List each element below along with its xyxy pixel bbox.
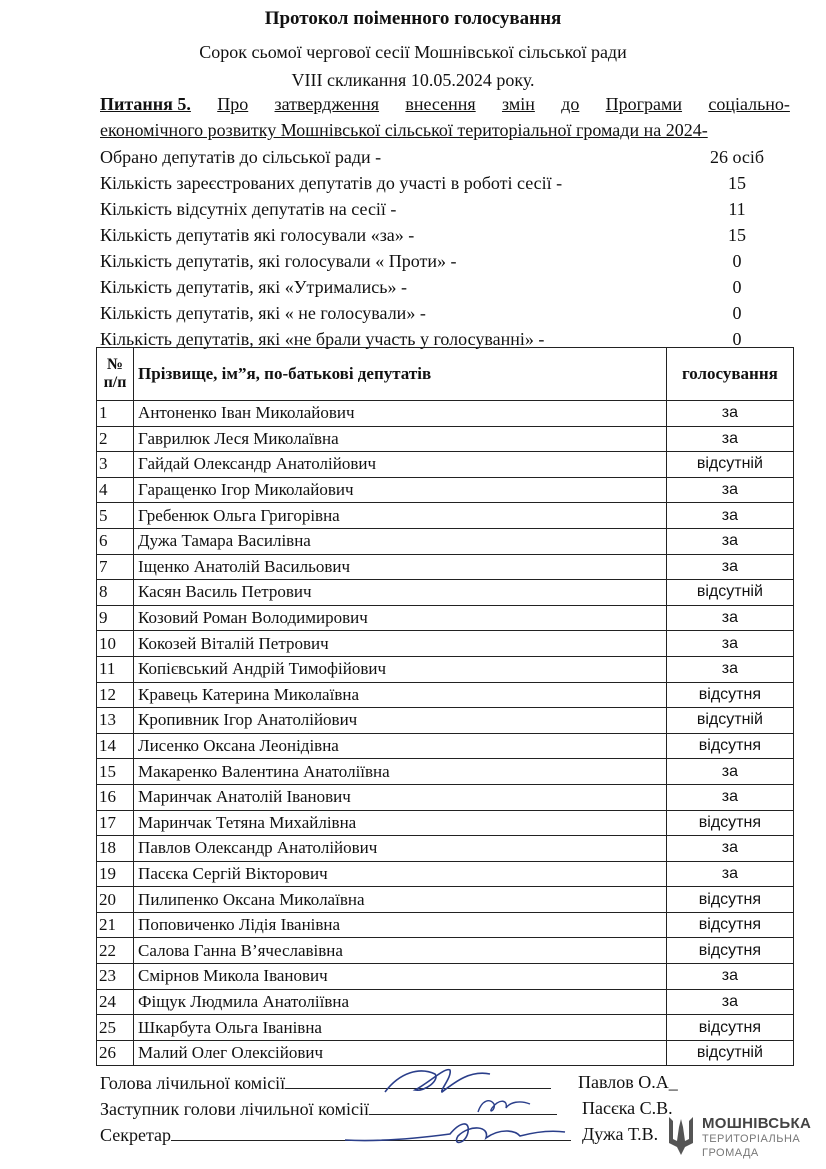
logo-subtitle-1: ТЕРИТОРІАЛЬНА [702,1133,801,1145]
row-number: 26 [97,1040,134,1066]
row-number: 21 [97,912,134,938]
row-vote: відсутня [666,1015,793,1041]
table-body [97,401,794,1066]
row-vote: за [666,426,793,452]
row-number: 25 [97,1015,134,1041]
table-row [97,759,794,785]
row-number: 22 [97,938,134,964]
table-row [97,477,794,503]
signature-name: Павлов О.А_ [578,1072,678,1092]
table-row [97,964,794,990]
signature-name: Пасєка С.В. [582,1098,673,1118]
row-vote: за [666,989,793,1015]
table-row [97,708,794,734]
stat-value: 0 [732,251,742,271]
row-vote: за [666,605,793,631]
row-number: 20 [97,887,134,913]
table-row [97,682,794,708]
question-word: Програми [605,94,683,114]
roll-call-table [96,347,794,1066]
session-line: Сорок сьомої чергової сесії Мошнівської сільської ради [199,42,627,62]
table-row [97,912,794,938]
community-logo [666,1111,816,1163]
signature-name: Дужа Т.В. [582,1124,659,1144]
row-name: Маринчак Анатолій Іванович [134,784,667,810]
row-vote: за [666,528,793,554]
row-name: Антоненко Іван Миколайович [134,401,667,427]
row-name: Козовий Роман Володимирович [134,605,667,631]
row-vote: відсутня [666,810,793,836]
row-number: 12 [97,682,134,708]
row-vote: за [666,554,793,580]
stat-row [100,144,790,170]
stat-row [100,248,790,274]
header-number-symbol: № [106,356,124,373]
stat-value: 0 [732,303,742,323]
row-name: Іщенко Анатолій Васильович [134,554,667,580]
question-word: змін [501,94,535,114]
stat-value: 0 [732,329,742,349]
table-row [97,554,794,580]
trident-icon [666,1113,696,1159]
row-name: Шкарбута Ольга Іванівна [134,1015,667,1041]
row-name: Макаренко Валентина Анатоліївна [134,759,667,785]
header-name: Прізвище, ім”я, по-батькові депутатів [134,348,667,401]
stat-value: 15 [728,173,746,193]
table-row [97,605,794,631]
row-name: Павлов Олександр Анатолійович [134,836,667,862]
row-name: Копієвський Андрій Тимофійович [134,656,667,682]
stat-row [100,196,790,222]
row-name: Гаврилюк Леся Миколаївна [134,426,667,452]
convocation-date-line: VIII скликання 10.05.2024 року. [291,70,535,90]
stat-label: Кількість депутатів, які « не голосували» - [100,303,426,323]
signature-role: Секретар [100,1125,172,1145]
table-row [97,810,794,836]
row-vote: відсутній [666,452,793,478]
row-number: 11 [97,656,134,682]
row-name: Маринчак Тетяна Михайлівна [134,810,667,836]
row-name: Гайдай Олександр Анатолійович [134,452,667,478]
row-number: 5 [97,503,134,529]
row-vote: за [666,631,793,657]
table-row [97,938,794,964]
stat-value: 11 [728,199,746,219]
row-name: Кокозей Віталій Петрович [134,631,667,657]
row-name: Касян Василь Петрович [134,580,667,606]
row-name: Гребенюк Ольга Григорівна [134,503,667,529]
header-number [97,348,134,401]
row-vote: за [666,477,793,503]
row-vote: відсутній [666,580,793,606]
row-number: 1 [97,401,134,427]
row-number: 2 [97,426,134,452]
stat-value: 15 [728,225,746,245]
row-vote: за [666,503,793,529]
row-vote: відсутня [666,912,793,938]
table-row [97,580,794,606]
table-row [97,887,794,913]
header-vote: голосування [666,348,793,401]
row-number: 19 [97,861,134,887]
table-row [97,528,794,554]
table-row [97,401,794,427]
question-number: Питання 5. [100,94,191,114]
question-word: внесення [405,94,476,114]
table-header-row [97,348,794,401]
question-line-2: економічного розвитку Мошнівської сільської територіальної громади на 2024- [100,120,708,140]
table-row [97,631,794,657]
row-vote: за [666,964,793,990]
stat-row [100,300,790,326]
stat-row [100,222,790,248]
row-number: 14 [97,733,134,759]
table-row [97,1015,794,1041]
table-row [97,784,794,810]
stat-label: Кількість відсутніх депутатів на сесії - [100,199,397,219]
table-row [97,503,794,529]
stat-label: Кількість депутатів які голосували «за» - [100,225,415,245]
signature-role: Голова лічильної комісії [100,1073,286,1093]
row-name: Дужа Тамара Василівна [134,528,667,554]
stat-value: 26 осіб [709,147,765,167]
table-row [97,861,794,887]
table-row [97,836,794,862]
protocol-title: Протокол поіменного голосування [264,8,562,29]
row-vote: за [666,401,793,427]
row-number: 10 [97,631,134,657]
row-vote: відсутня [666,887,793,913]
row-number: 16 [97,784,134,810]
row-number: 8 [97,580,134,606]
row-number: 15 [97,759,134,785]
table-row [97,656,794,682]
row-name: Малий Олег Олексійович [134,1040,667,1066]
row-vote: відсутня [666,938,793,964]
table-row [97,426,794,452]
stat-label: Кількість депутатів, які голосували « Проти» - [100,251,457,271]
stat-label: Кількість зареєстрованих депутатів до участі в роботі сесії - [100,173,563,193]
row-vote: за [666,656,793,682]
row-number: 9 [97,605,134,631]
row-number: 18 [97,836,134,862]
stat-label: Кількість депутатів, які «Утримались» - [100,277,407,297]
row-number: 4 [97,477,134,503]
row-name: Пилипенко Оксана Миколаївна [134,887,667,913]
row-name: Поповиченко Лідія Іванівна [134,912,667,938]
row-name: Гаращенко Ігор Миколайович [134,477,667,503]
row-vote: відсутній [666,708,793,734]
row-name: Смірнов Микола Іванович [134,964,667,990]
row-vote: за [666,861,793,887]
row-vote: за [666,836,793,862]
row-number: 13 [97,708,134,734]
question-word: до [561,94,580,114]
row-number: 17 [97,810,134,836]
row-name: Кропивник Ігор Анатолійович [134,708,667,734]
row-vote: за [666,759,793,785]
handwritten-signature-3 [340,1112,570,1152]
question-line-1 [100,94,790,115]
row-vote: відсутній [666,1040,793,1066]
question-word: соціально- [708,94,790,114]
vote-statistics [100,144,790,352]
row-number: 24 [97,989,134,1015]
row-name: Пасєка Сергій Вікторович [134,861,667,887]
row-vote: за [666,784,793,810]
question-word: Про [217,94,249,114]
table-row [97,452,794,478]
question-word: затвердження [274,94,380,114]
row-vote: відсутня [666,733,793,759]
logo-title: МОШНІВСЬКА [702,1115,812,1132]
row-number: 3 [97,452,134,478]
table-row [97,733,794,759]
row-name: Фіщук Людмила Анатоліївна [134,989,667,1015]
stat-label: Кількість депутатів, які «не брали участь у голосуванні» - [100,329,545,349]
row-name: Лисенко Оксана Леонідівна [134,733,667,759]
stat-row [100,170,790,196]
table-row [97,989,794,1015]
row-vote: відсутня [666,682,793,708]
header-number-abbr: п/п [103,374,127,391]
stat-label: Обрано депутатів до сільської ради - [100,147,382,167]
signature-role: Заступник голови лічильної комісії [100,1099,369,1119]
row-number: 6 [97,528,134,554]
row-number: 23 [97,964,134,990]
logo-subtitle-2: ГРОМАДА [702,1147,759,1159]
row-name: Кравець Катерина Миколаївна [134,682,667,708]
row-name: Салова Ганна В’ячеславівна [134,938,667,964]
stat-value: 0 [732,277,742,297]
stat-row [100,274,790,300]
row-number: 7 [97,554,134,580]
